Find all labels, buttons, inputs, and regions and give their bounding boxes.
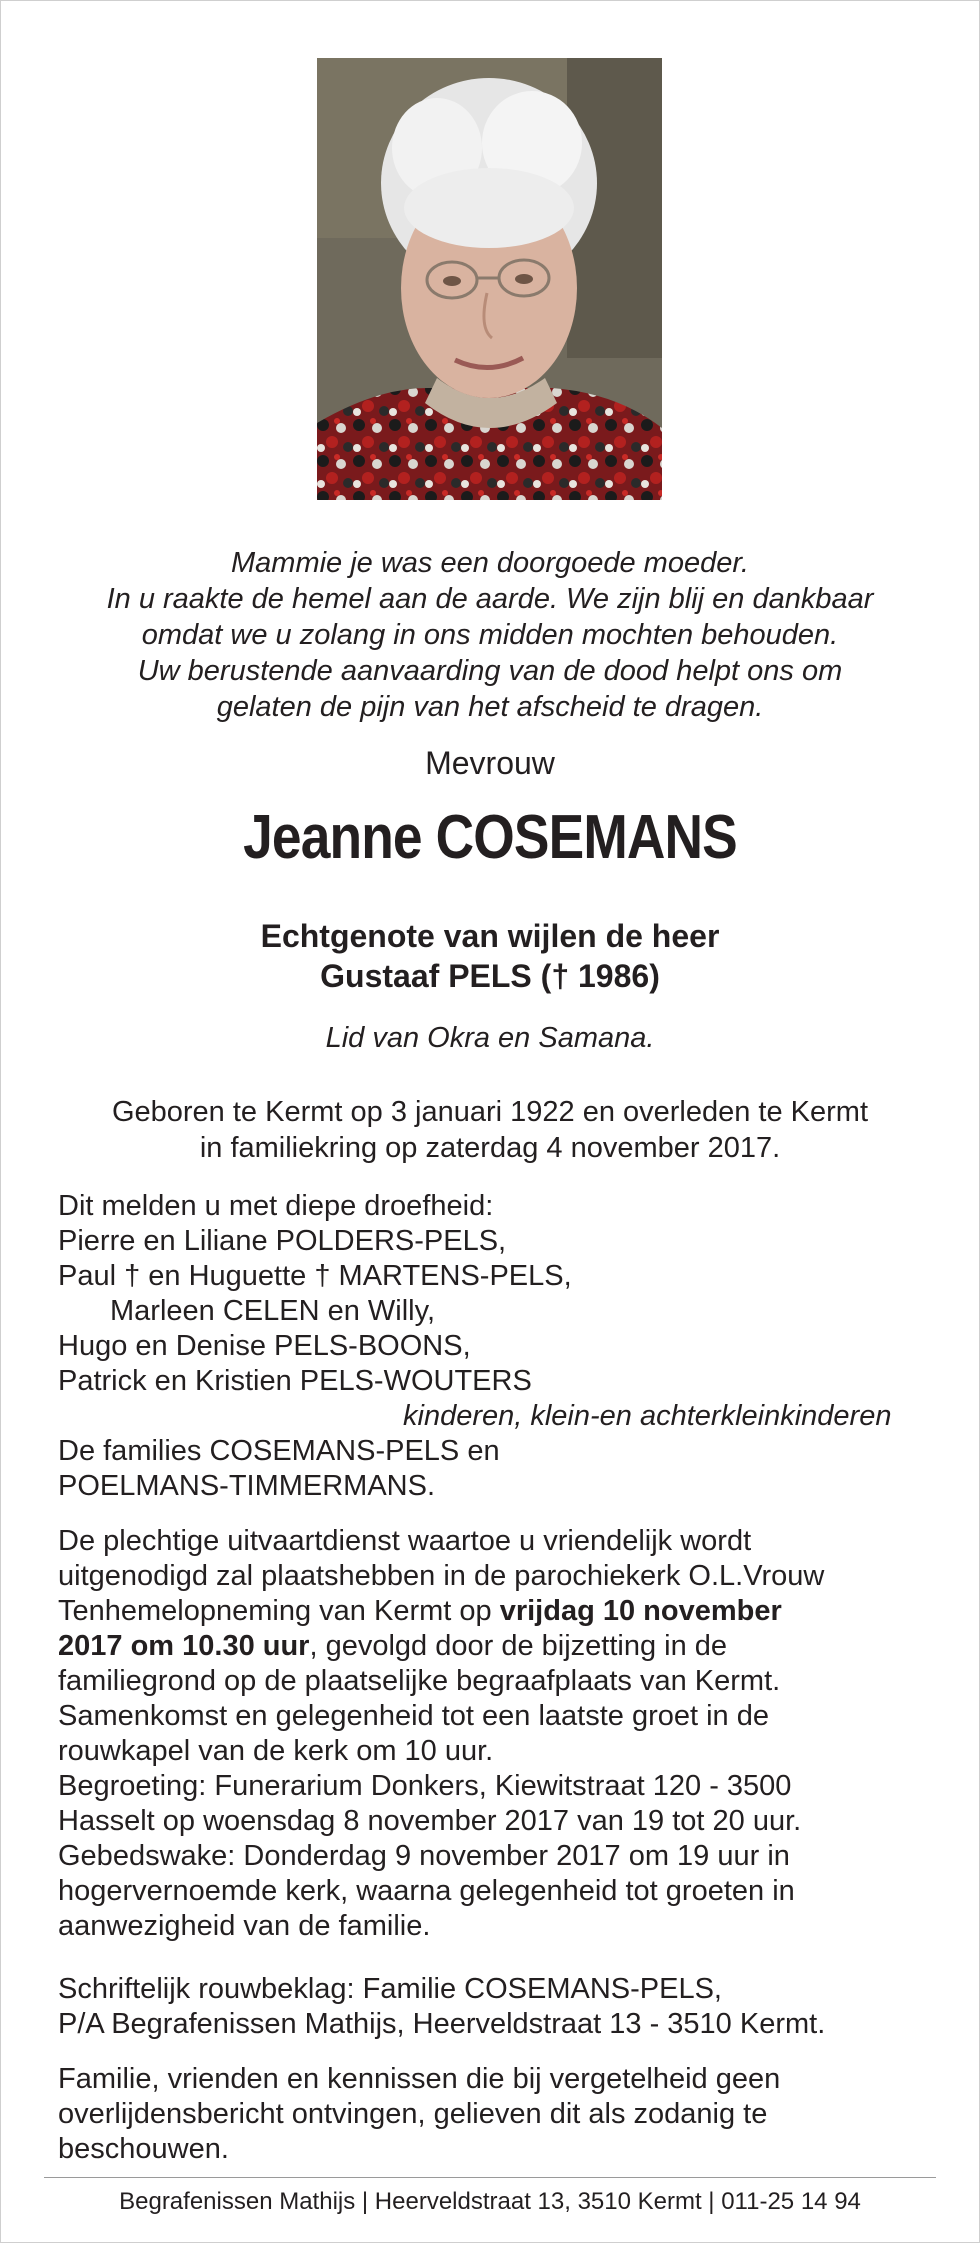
service-line: rouwkapel van de kerk om 10 uur. — [58, 1735, 494, 1767]
service-line: uitgenodigd zal plaatshebben in de parochiekerk O.L.Vrouw — [58, 1560, 825, 1592]
funeral-service-info — [58, 1524, 938, 1944]
family-note-line: overlijdensbericht ontvingen, gelieven dit als zodanig te — [58, 2098, 768, 2130]
poem-line: omdat we u zolang in ons midden mochten behouden. — [141, 619, 839, 651]
membership: Lid van Okra en Samana. — [325, 1022, 655, 1054]
poem-line: Uw berustende aanvaarding van de dood helpt ons om — [137, 655, 843, 687]
service-line: Samenkomst en gelegenheid tot een laatste groet in de — [58, 1700, 769, 1732]
spouse-line: Echtgenote van wijlen de heer — [260, 918, 720, 954]
service-line: De plechtige uitvaartdienst waartoe u vriendelijk wordt — [58, 1525, 752, 1557]
poem-line: Mammie je was een doorgoede moeder. — [231, 547, 749, 579]
announcement — [58, 1189, 938, 1504]
poem-line: In u raakte de hemel aan de aarde. We zijn blij en dankbaar — [106, 583, 874, 615]
service-line — [58, 1629, 938, 1664]
family-role: kinderen, klein-en achterkleinkinderen — [403, 1400, 892, 1432]
family-member: Marleen CELEN en Willy, — [110, 1295, 436, 1327]
birth-death-info — [0, 1094, 980, 1166]
service-line: Begroeting: Funerarium Donkers, Kiewitstraat 120 - 3500 — [58, 1770, 792, 1802]
family-note-line: Familie, vrienden en kennissen die bij vergetelheid geen — [58, 2063, 781, 2095]
service-line: Gebedswake: Donderdag 9 november 2017 om 19 uur in — [58, 1840, 790, 1872]
family-member: Hugo en Denise PELS-BOONS, — [58, 1330, 471, 1362]
families-line: POELMANS-TIMMERMANS. — [58, 1470, 436, 1502]
birth-death-line: Geboren te Kermt op 3 januari 1922 en overleden te Kermt — [111, 1096, 869, 1128]
service-line — [58, 1594, 938, 1629]
family-member: Patrick en Kristien PELS-WOUTERS — [58, 1365, 532, 1397]
poem — [0, 545, 980, 725]
service-date: vrijdag 10 november — [499, 1595, 782, 1627]
condolence-line: P/A Begrafenissen Mathijs, Heerveldstraat 13 - 3510 Kermt. — [58, 2008, 826, 2040]
families-line: De families COSEMANS-PELS en — [58, 1435, 500, 1467]
portrait-photo — [317, 58, 662, 500]
service-line: familiegrond op de plaatselijke begraafplaats van Kermt. — [58, 1665, 781, 1697]
spouse-line: Gustaaf PELS († 1986) — [320, 958, 660, 994]
service-line: hogervernoemde kerk, waarna gelegenheid tot groeten in — [58, 1875, 795, 1907]
funeral-home-footer: Begrafenissen Mathijs | Heerveldstraat 13, 3510 Kermt | 011-25 14 94 — [119, 2188, 861, 2215]
footer-divider — [44, 2177, 936, 2178]
service-line: Hasselt op woensdag 8 november 2017 van 19 tot 20 uur. — [58, 1805, 802, 1837]
service-line: aanwezigheid van de familie. — [58, 1910, 431, 1942]
service-text: , gevolgd door de bijzetting in de — [309, 1630, 728, 1662]
honorific: Mevrouw — [425, 745, 555, 781]
family-member: Paul † en Huguette † MARTENS-PELS, — [58, 1260, 572, 1292]
family-member: Pierre en Liliane POLDERS-PELS, — [58, 1225, 507, 1257]
service-text: Tenhemelopneming van Kermt op — [58, 1595, 500, 1627]
family-note — [58, 2062, 938, 2167]
family-note-line: beschouwen. — [58, 2133, 229, 2165]
announcement-intro: Dit melden u met diepe droefheid: — [58, 1190, 494, 1222]
poem-line: gelaten de pijn van het afscheid te dragen. — [216, 691, 764, 723]
spouse-info — [0, 916, 980, 996]
condolence-address — [58, 1972, 938, 2042]
service-time: 2017 om 10.30 uur — [58, 1630, 310, 1662]
birth-death-line: in familiekring op zaterdag 4 november 2017. — [199, 1132, 781, 1164]
deceased-name: Jeanne COSEMANS — [243, 803, 737, 872]
condolence-line: Schriftelijk rouwbeklag: Familie COSEMANS-PELS, — [58, 1973, 722, 2005]
